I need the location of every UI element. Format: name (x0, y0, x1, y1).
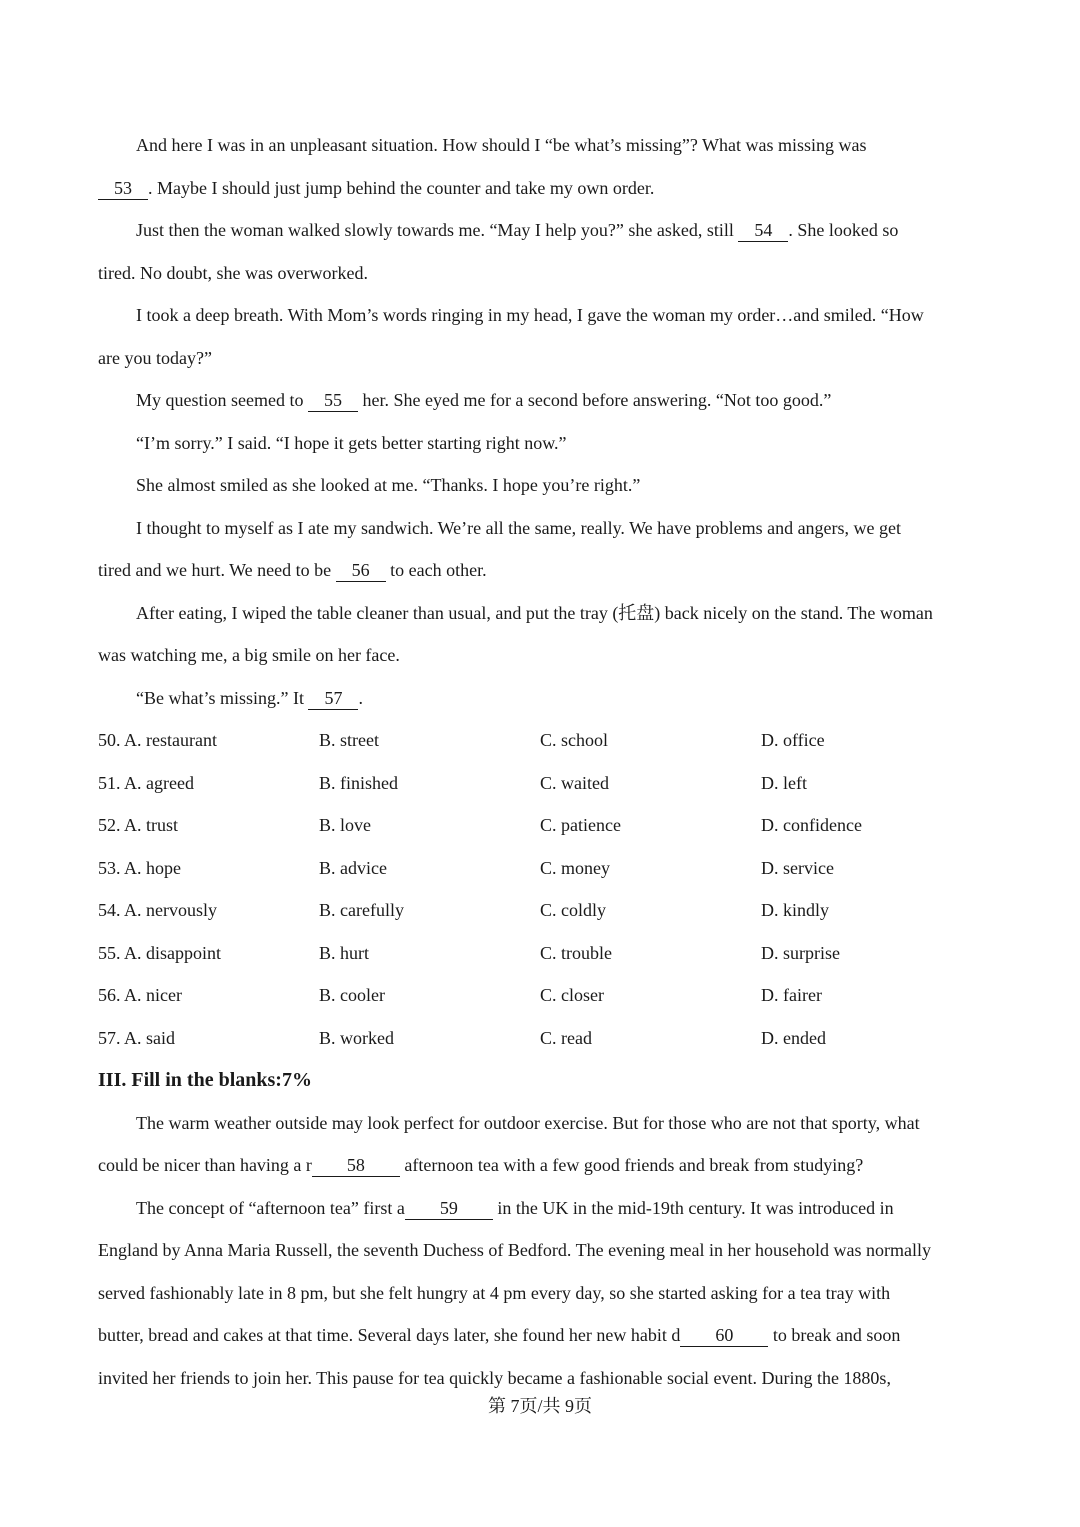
passage-text: . Maybe I should just jump behind the counter and take my own order. (148, 177, 655, 198)
option-b: B. cooler (319, 985, 385, 1005)
option-row (98, 932, 982, 975)
option-row (98, 1017, 982, 1060)
passage-text: tired and we hurt. We need to be (98, 560, 336, 580)
blank-59: 59 (405, 1197, 493, 1220)
passage-text: . She looked so (788, 220, 899, 240)
option-b: B. love (319, 815, 371, 835)
passage-line (98, 252, 982, 295)
passage-text: My question seemed to (136, 390, 308, 410)
passage-text: “I’m sorry.” I said. “I hope it gets better starting right now.” (136, 432, 567, 453)
option-b: B. hurt (319, 942, 370, 963)
passage-line (98, 592, 982, 635)
option-c: C. patience (540, 815, 621, 835)
page-content (98, 124, 982, 1399)
option-row (98, 847, 982, 890)
passage-line (98, 634, 982, 677)
option-d: D. surprise (761, 942, 840, 963)
option-d: D. left (761, 772, 807, 793)
passage-line (98, 167, 982, 210)
option-a: 50. A. restaurant (98, 730, 217, 750)
option-a: 55. A. disappoint (98, 942, 222, 963)
option-a: 57. A. said (98, 1027, 176, 1048)
option-d: D. service (761, 857, 834, 878)
option-d: D. office (761, 730, 825, 750)
passage-text: afternoon tea with a few good friends and break from studying? (399, 1155, 864, 1175)
passage-text: are you today?” (98, 347, 212, 368)
option-c: C. waited (540, 772, 609, 793)
passage-text: to each other. (385, 560, 487, 580)
passage-text: And here I was in an unpleasant situation. How should I “be what’s missing”? What was missing was (136, 135, 867, 155)
passage-text: tired. No doubt, she was overworked. (98, 262, 368, 283)
passage-text: . (358, 687, 363, 708)
blank-54: 54 (738, 219, 788, 242)
passage-line (98, 294, 982, 337)
option-row (98, 889, 982, 932)
passage-text: England by Anna Maria Russell, the seventh Duchess of Bedford. The evening meal in her household was normally (98, 1240, 931, 1260)
blank-53: 53 (98, 177, 148, 200)
option-c: C. closer (540, 985, 604, 1005)
option-c: C. coldly (540, 900, 606, 920)
passage-text: was watching me, a big smile on her face. (98, 645, 400, 665)
option-row (98, 719, 982, 762)
option-d: D. kindly (761, 900, 830, 920)
option-a: 53. A. hope (98, 857, 181, 878)
blank-58: 58 (312, 1154, 400, 1177)
option-b: B. worked (319, 1027, 394, 1048)
passage-text: She almost smiled as she looked at me. “Thanks. I hope you’re right.” (136, 475, 641, 495)
option-row (98, 974, 982, 1017)
passage-text: butter, bread and cakes at that time. Several days later, she found her new habit d (98, 1325, 681, 1345)
passage-text: could be nicer than having a r (98, 1155, 312, 1175)
blank-55: 55 (308, 389, 358, 412)
option-row (98, 804, 982, 847)
passage-text: I thought to myself as I ate my sandwich. We’re all the same, really. We have problems and angers, we get (136, 517, 902, 538)
option-a: 51. A. agreed (98, 772, 194, 793)
passage-text: served fashionably late in 8 pm, but she felt hungry at 4 pm every day, so she started asking for a tea tray with (98, 1282, 891, 1303)
passage-line (98, 422, 982, 465)
passage-text: in the UK in the mid-19th century. It was introduced in (492, 1197, 894, 1218)
passage-line (98, 1314, 982, 1357)
option-d: D. fairer (761, 985, 822, 1005)
option-row (98, 762, 982, 805)
option-b: B. finished (319, 772, 398, 793)
passage-line (98, 1144, 982, 1187)
passage-text: Just then the woman walked slowly towards me. “May I help you?” she asked, still (136, 220, 739, 240)
passage-line (98, 1272, 982, 1315)
passage-text: to break and soon (768, 1325, 901, 1345)
passage-text: I took a deep breath. With Mom’s words ringing in my head, I gave the woman my order…and smiled. “How (136, 305, 924, 325)
option-a: 54. A. nervously (98, 900, 217, 920)
passage-text: After eating, I wiped the table cleaner than usual, and put the tray (托盘) back nicely on the stand. The woman (136, 602, 933, 623)
passage-line (98, 337, 982, 380)
passage-line (98, 549, 982, 592)
option-c: C. school (540, 730, 609, 750)
passage-line (98, 1229, 982, 1272)
passage-text: The concept of “afternoon tea” first a (136, 1197, 405, 1218)
option-a: 52. A. trust (98, 815, 179, 835)
passage-line (98, 1187, 982, 1230)
passage-line (98, 677, 982, 720)
passage-line (98, 464, 982, 507)
option-d: D. confidence (761, 815, 862, 835)
option-c: C. money (540, 857, 610, 878)
blank-56: 56 (336, 559, 386, 582)
option-c: C. trouble (540, 942, 612, 963)
blank-57: 57 (308, 687, 358, 710)
option-b: B. advice (319, 857, 387, 878)
option-b: B. street (319, 730, 379, 750)
passage-text: The warm weather outside may look perfect for outdoor exercise. But for those who are not that sporty, what (136, 1112, 920, 1133)
passage-text: “Be what’s missing.” It (136, 687, 309, 708)
section-heading: III. Fill in the blanks:7% (98, 1069, 312, 1091)
passage-text: her. She eyed me for a second before answering. “Not too good.” (357, 390, 832, 410)
passage-line (98, 507, 982, 550)
passage-line (98, 124, 982, 167)
passage-line (98, 379, 982, 422)
page-number: 第 7页/共 9页 (487, 1396, 592, 1416)
option-c: C. read (540, 1027, 592, 1048)
blank-60: 60 (680, 1324, 768, 1347)
option-d: D. ended (761, 1027, 826, 1048)
passage-line (98, 209, 982, 252)
option-a: 56. A. nicer (98, 985, 182, 1005)
option-b: B. carefully (319, 900, 404, 920)
passage-line (98, 1102, 982, 1145)
passage-text: invited her friends to join her. This pause for tea quickly became a fashionable social event. During the 1880s, (98, 1367, 891, 1388)
